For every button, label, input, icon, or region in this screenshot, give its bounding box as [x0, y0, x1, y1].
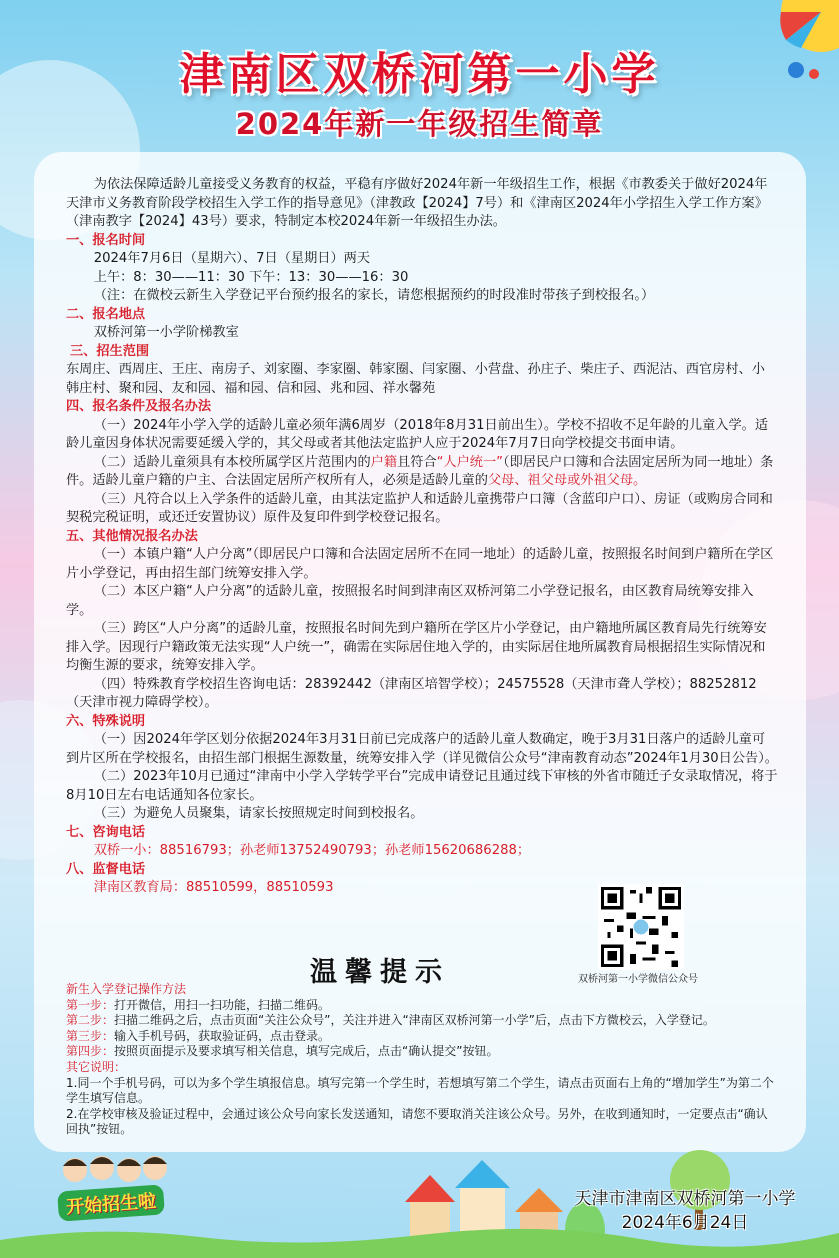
- section-heading-consult: 七、咨询电话: [66, 824, 146, 840]
- step-1-text: 打开微信，用扫一扫功能，扫描二维码。: [114, 997, 331, 1012]
- supervise-phones: 津南区教育局：88510599，88510593: [93, 880, 334, 895]
- registration-place: 双桥河第一小学阶梯教室: [93, 325, 239, 340]
- registration-note: （注：在微校云新生入学登记平台预约报名的家长，请您根据预约的时段准时带孩子到校报名。）: [93, 288, 655, 303]
- highlight-hukou: 户籍: [370, 454, 398, 470]
- section-heading-place: 二、报名地点: [66, 306, 146, 322]
- page-subtitle: 2024年新一年级招生简章: [235, 107, 604, 141]
- tips-title: 温馨提示: [310, 957, 450, 988]
- highlight-parents: 父母、祖父母或外祖父母。: [488, 473, 647, 488]
- intro-paragraph: 为依法保障适龄儿童接受义务教育的权益，平稳有序做好2024年新一年级招生工作，根据《市教委关于做好2024年天津市义务教育阶段学校招生入学工作的指导意见》（津教政【2024】7号）和《津南区2024年小学招生入学工作方案》（津南教字【2024】43号）要求，特制定本校2024年新一年级招生办法。: [66, 177, 768, 229]
- enrollment-areas: 东周庄、西周庄、王庄、南房子、刘家圈、李家圈、韩家圈、闫家圈、小营盘、孙庄子、柴庄子、西泥沽、西官房村、小韩庄村、聚和园、友和园、福和园、信和园、兆和园、祥水馨苑: [66, 362, 765, 396]
- consult-phones: 双桥一小：88516793；孙老师13752490793；孙老师15620686288；: [93, 843, 531, 858]
- enrollment-badge: 开始招生啦: [57, 1184, 165, 1221]
- section-heading-range: 三、招生范围: [70, 343, 150, 359]
- step-2-text: 扫描二维码之后，点击页面“关注公众号”，关注并进入“津南区双桥河第一小学”后，点击下方微校云，入学登记。: [114, 1013, 715, 1028]
- qr-code-icon: [601, 887, 681, 967]
- step-4-label: 第四步：: [66, 1044, 115, 1059]
- special-paragraph-3: （三）为避免人员聚集，请家长按照规定时间到校报名。: [93, 806, 424, 821]
- ops-title: 新生入学登记操作方法: [66, 982, 187, 996]
- other-note-2: 2.在学校审核及验证过程中，会通过该公众号向家长发送通知，请您不要取消关注该公众号。另外，在收到通知时，一定要点击“确认回执”按钮。: [66, 1106, 768, 1137]
- step-3-label: 第三步：: [66, 1028, 115, 1043]
- section-heading-special: 六、特殊说明: [66, 713, 146, 729]
- qr-code-label: 双桥河第一小学微信公众号: [578, 974, 698, 985]
- registration-hours: 上午：8：30——11：30 下午：13：30——16：30: [93, 269, 409, 285]
- operation-guide: [66, 982, 778, 1138]
- step-2-label: 第二步：: [66, 1013, 115, 1028]
- section-heading-conditions: 四、报名条件及报名办法: [66, 399, 212, 414]
- condition-paragraph-2: [66, 454, 778, 491]
- step-2: [66, 1013, 778, 1029]
- footer-date: 2024年6月24日: [621, 1213, 749, 1233]
- step-1-label: 第一步：: [66, 997, 115, 1012]
- other-paragraph-1: （一）本镇户籍“人户分离”（即居民户口簿和合法固定居所不在同一地址）的适龄儿童，按照报名时间到户籍所在学区片小学登记，再由招生部门统筹安排入学。: [66, 547, 774, 581]
- section-heading-other: 五、其他情况报名办法: [66, 528, 198, 544]
- condition-paragraph-3: （三）凡符合以上入学条件的适龄儿童，由其法定监护人和适龄儿童携带户口簿（含蓝印户口）、房证（或购房合同和契税完税证明，或还迁安置协议）原件及复印件到学校登记报名。: [66, 491, 773, 525]
- admission-content: [66, 176, 778, 898]
- section-heading-time: 一、报名时间: [66, 232, 146, 248]
- condition-text: 且符合: [397, 454, 437, 470]
- special-paragraph-2: （二）2023年10月已通过“津南中小学入学转学平台”完成申请登记且通过线下审核的外省市随迁子女录取情况，将于8月10日左右电话通知各位家长。: [66, 769, 778, 803]
- step-3: [66, 1029, 778, 1045]
- registration-date: 2024年7月6日（星期六）、7日（星期日）两天: [93, 251, 371, 266]
- step-3-text: 输入手机号码，获取验证码，点击登录。: [114, 1028, 331, 1043]
- highlight-unified: “人户统一”: [436, 454, 504, 470]
- special-paragraph-1: （一）因2024年学区划分依据2024年3月31日前已完成落户的适龄儿童人数确定，晚于3月31日落户的适龄儿童可到片区所在学校报名，由招生部门根据生源数量，统筹安排入学（详见微信公众号“津南教育动态”2024年1月30日公告）。: [66, 732, 778, 766]
- step-4-text: 按照页面提示及要求填写相关信息，填写完成后，点击“确认提交”按钮。: [114, 1044, 499, 1059]
- section-heading-supervise: 八、监督电话: [66, 861, 146, 877]
- other-paragraph-3: （三）跨区“人户分离”的适龄儿童，按照报名时间先到户籍所在学区片小学登记，由户籍地所属区教育局先行统筹安排入学。因现行户籍政策无法实现“人户统一”，确需在实际居住地入学的，由实际居住地所属教育局根据招生实际情况和均衡生源的要求，统筹安排入学。: [66, 621, 767, 673]
- other-paragraph-2: （二）本区户籍“人户分离”的适龄儿童，按照报名时间到津南区双桥河第二小学登记报名，由区教育局统筹安排入学。: [66, 584, 754, 618]
- condition-text: （二）适龄儿童须具有本校所属学区片范围内的: [93, 454, 371, 470]
- page-title: 津南区双桥河第一小学: [179, 49, 660, 100]
- other-paragraph-4: （四）特殊教育学校招生咨询电话：28392442（津南区培智学校）；24575528（天津市聋人学校）；88252812（天津市视力障碍学校）。: [66, 676, 757, 710]
- condition-paragraph-1: （一）2024年小学入学的适龄儿童必须年满6周岁（2018年8月31日前出生）。学校不招收不足年龄的儿童入学。适龄儿童因身体状况需要延缓入学的，其父母或者其他法定监护人应于2024年7月7日向学校提交书面申请。: [66, 417, 769, 451]
- qr-code[interactable]: [598, 884, 684, 970]
- step-1: [66, 998, 778, 1014]
- step-4: [66, 1044, 778, 1060]
- condition-text: （即居民户口簿和合法固定居所为同一地址）条件。适龄儿童户籍的户主、合法固定居所产权所有人，必须是适龄儿童的: [66, 454, 774, 488]
- footer-school-name: 天津市津南区双桥河第一小学: [574, 1189, 796, 1209]
- other-notes-title: 其它说明：: [66, 1059, 127, 1074]
- other-note-1: 1.同一个手机号码，可以为多个学生填报信息。填写完第一个学生时，若想填写第二个学生，请点击页面右上角的“增加学生”为第二个学生填写信息。: [66, 1075, 774, 1106]
